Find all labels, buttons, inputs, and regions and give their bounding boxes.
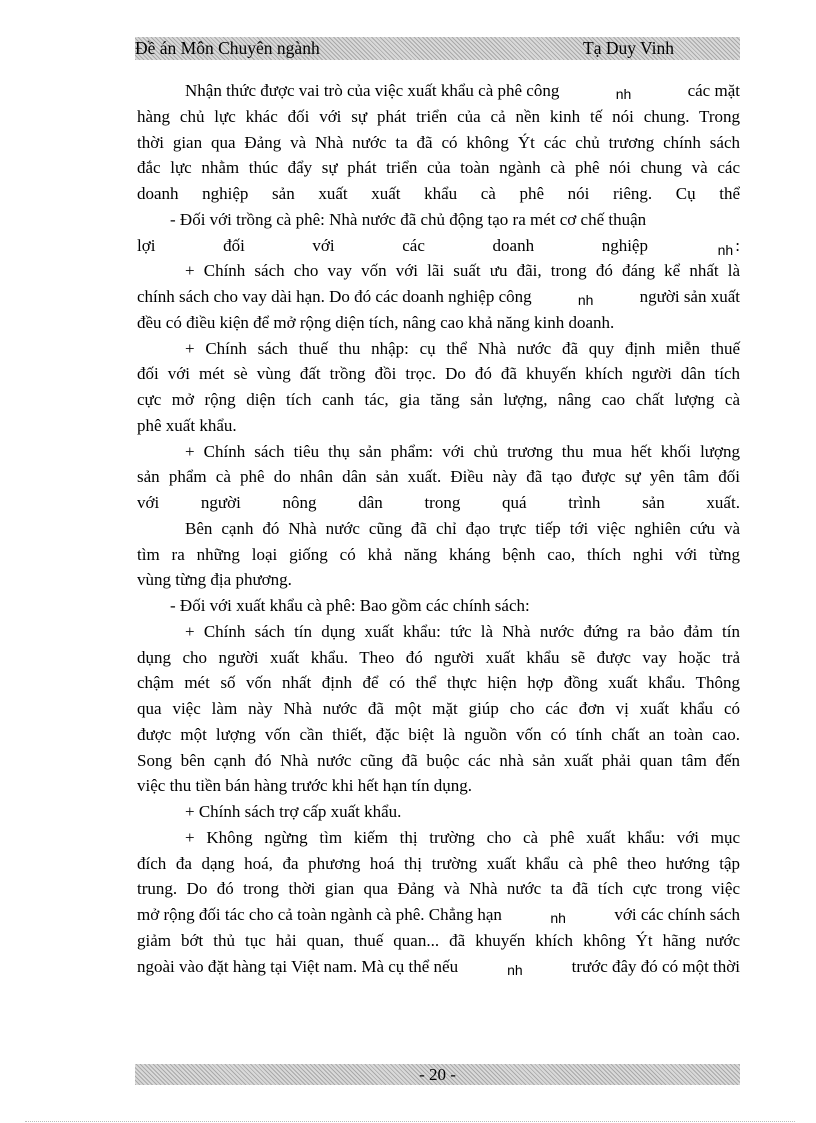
word: người <box>200 493 241 512</box>
text-segment: cực mở rộng diện tích canh tác, gia tăng sản lượng, nâng cao chất lượng cà <box>137 390 740 409</box>
page-footer <box>135 1064 740 1085</box>
word: nông <box>282 493 317 512</box>
text-segment: với các chính sách <box>614 905 740 924</box>
word: sản <box>642 493 665 512</box>
text-line <box>137 645 740 671</box>
text-line-justified <box>137 233 740 259</box>
header-title: Đề án Môn Chuyên ngành <box>135 38 320 58</box>
text-segment: - Đối với trồng cà phê: Nhà nước đã chủ động tạo ra mét cơ chế thuận <box>170 209 647 229</box>
text-line <box>137 387 740 413</box>
text-segment: trung. Do đó trong thời gian qua Đảng và Nhà nước ta đã tích cực trong việc <box>137 879 740 899</box>
text-segment: trước đây đó có một thời <box>571 956 740 976</box>
document-body <box>137 78 740 979</box>
word: nói <box>567 184 590 203</box>
text-segment: hàng chủ lực khác đối với sự phát triển của cả nền kinh tế nói chung. Trong <box>137 106 740 126</box>
text-line <box>137 696 740 722</box>
word: thể <box>719 184 740 203</box>
text-line <box>137 464 740 490</box>
word: với <box>137 493 160 512</box>
text-line <box>137 78 740 104</box>
text-line <box>137 361 740 387</box>
word: các <box>402 235 425 255</box>
text-line <box>137 722 740 748</box>
text-line <box>137 258 740 284</box>
subscript-mark: nh <box>577 292 594 308</box>
word: với <box>312 235 335 255</box>
text-segment: Song bên cạnh đó Nhà nước cũng đã buộc các nhà sản xuất phải quan tâm đến <box>137 750 740 770</box>
text-segment: Nhận thức được vai trò của việc xuất khẩu cà phê công <box>185 81 560 100</box>
text-segment: mở rộng đối tác cho cả toàn ngành cà phê. Chẳng hạn <box>137 905 502 924</box>
word: dân <box>358 493 383 512</box>
text-line <box>137 542 740 568</box>
text-line <box>137 902 740 928</box>
text-segment: qua việc làm này Nhà nước đã một mặt giúp cho các đơn vị xuất khẩu có <box>137 699 740 718</box>
text-line <box>137 928 740 954</box>
subscript-mark: nh <box>507 961 523 978</box>
text-segment: ngoài vào đặt hàng tại Việt nam. Mà cụ thể nếu <box>137 956 459 976</box>
word: đối <box>223 235 245 255</box>
text-segment: tìm ra những loại giống có khả năng kháng bệnh cao, thích nghi với từng <box>137 544 740 564</box>
text-line <box>137 799 740 825</box>
text-line <box>137 773 740 799</box>
text-line-justified <box>137 181 740 207</box>
text-segment: + Chính sách trợ cấp xuất khẩu. <box>185 802 402 821</box>
text-line <box>137 413 740 439</box>
text-line <box>137 593 740 619</box>
text-line <box>137 876 740 902</box>
word: xuất <box>318 184 348 203</box>
text-line-justified <box>137 490 740 516</box>
text-segment: + Không ngừng tìm kiếm thị trường cho cà phê xuất khẩu: với mục <box>185 827 740 847</box>
text-line <box>137 619 740 645</box>
word: : <box>735 235 740 255</box>
text-segment: đối với mét sè vùng đất trồng đồi trọc. Do đó đã khuyến khích người dân tích <box>137 364 740 384</box>
text-segment: đều có điều kiện để mở rộng diện tích, nâng cao khả năng kinh doanh. <box>137 312 615 332</box>
page-edge-divider <box>25 1121 795 1122</box>
page-number: - 20 - <box>419 1065 456 1084</box>
text-segment: + Chính sách tiêu thụ sản phẩm: với chủ trương thu mua hết khối lượng <box>185 441 740 461</box>
text-segment: đích đa dạng hoá, đa phương hoá thị trường xuất khẩu cà phê theo hướng tập <box>137 853 740 873</box>
text-line <box>137 567 740 593</box>
word: nghiệp <box>601 235 648 255</box>
text-line <box>137 851 740 877</box>
text-line <box>137 336 740 362</box>
subscript-mark: nh <box>717 241 734 258</box>
word: doanh <box>137 184 179 203</box>
text-line <box>137 954 740 980</box>
word: xuất. <box>706 493 740 512</box>
text-segment: việc thu tiền bán hàng trước khi hết hạn tín dụng. <box>137 776 472 796</box>
word: Cụ <box>675 184 696 203</box>
word: nghiệp <box>202 184 249 203</box>
text-line <box>137 670 740 696</box>
word: doanh <box>492 235 535 255</box>
text-segment: người sản xuất <box>639 287 740 306</box>
header-author: Tạ Duy Vinh <box>583 38 674 58</box>
text-line <box>137 748 740 774</box>
text-line <box>137 104 740 130</box>
text-segment: vùng từng địa phương. <box>137 570 292 590</box>
page-header <box>135 37 740 60</box>
word: cà <box>480 184 496 203</box>
subscript-mark: nh <box>550 910 566 926</box>
text-segment: Bên cạnh đó Nhà nước cũng đã chỉ đạo trực tiếp tới việc nghiên cứu và <box>185 518 740 538</box>
text-segment: sản phẩm cà phê do nhân dân sản xuất. Điều này đã tạo được sự yên tâm đối <box>137 467 740 487</box>
word: trình <box>568 493 601 512</box>
text-segment: dụng cho người xuất khẩu. Theo đó người xuất khẩu sẽ được vay hoặc trả <box>137 647 740 667</box>
text-line <box>137 439 740 465</box>
word: lợi <box>137 235 156 255</box>
word: trong <box>424 493 461 512</box>
text-segment: đắc lực nhằm thúc đẩy sự phát triển của toàn ngành cà phê nói chung và các <box>137 158 740 178</box>
word: sản <box>272 184 295 203</box>
text-segment: phê xuất khẩu. <box>137 415 237 435</box>
text-segment: + Chính sách thuế thu nhập: cụ thể Nhà nước đã quy định miễn thuế <box>185 338 740 358</box>
text-line <box>137 207 740 233</box>
text-line <box>137 516 740 542</box>
text-line <box>137 825 740 851</box>
subscript-mark: nh <box>615 86 632 102</box>
text-segment: chậm mét số vốn nhất định để có thể thực hiện hợp đồng xuất khẩu. Thông <box>137 673 740 693</box>
text-segment: + Chính sách cho vay vốn với lãi suất ưu đãi, trong đó đáng kể nhất là <box>185 261 740 281</box>
word: khẩu <box>424 184 458 203</box>
text-line <box>137 284 740 310</box>
word: phê <box>519 184 545 203</box>
text-line <box>137 130 740 156</box>
text-line <box>137 155 740 181</box>
word: riêng. <box>612 184 653 203</box>
word: xuất <box>371 184 401 203</box>
text-segment: được một lượng vốn cần thiết, đặc biệt là nguồn vốn có tính chất an toàn cao. <box>137 724 740 744</box>
text-segment: thời gian qua Đảng và Nhà nước ta đã có không Ýt các chủ trương chính sách <box>137 132 740 152</box>
word: quá <box>502 493 527 512</box>
text-segment: giảm bớt thủ tục hải quan, thuế quan... đã khuyến khích không Ýt hãng nước <box>137 930 740 950</box>
text-segment: + Chính sách tín dụng xuất khẩu: tức là Nhà nước đứng ra bảo đảm tín <box>185 621 740 641</box>
text-line <box>137 310 740 336</box>
text-segment: - Đối với xuất khẩu cà phê: Bao gồm các chính sách: <box>170 596 530 615</box>
text-segment: các mặt <box>687 81 740 100</box>
text-segment: chính sách cho vay dài hạn. Do đó các doanh nghiệp công <box>137 287 532 306</box>
